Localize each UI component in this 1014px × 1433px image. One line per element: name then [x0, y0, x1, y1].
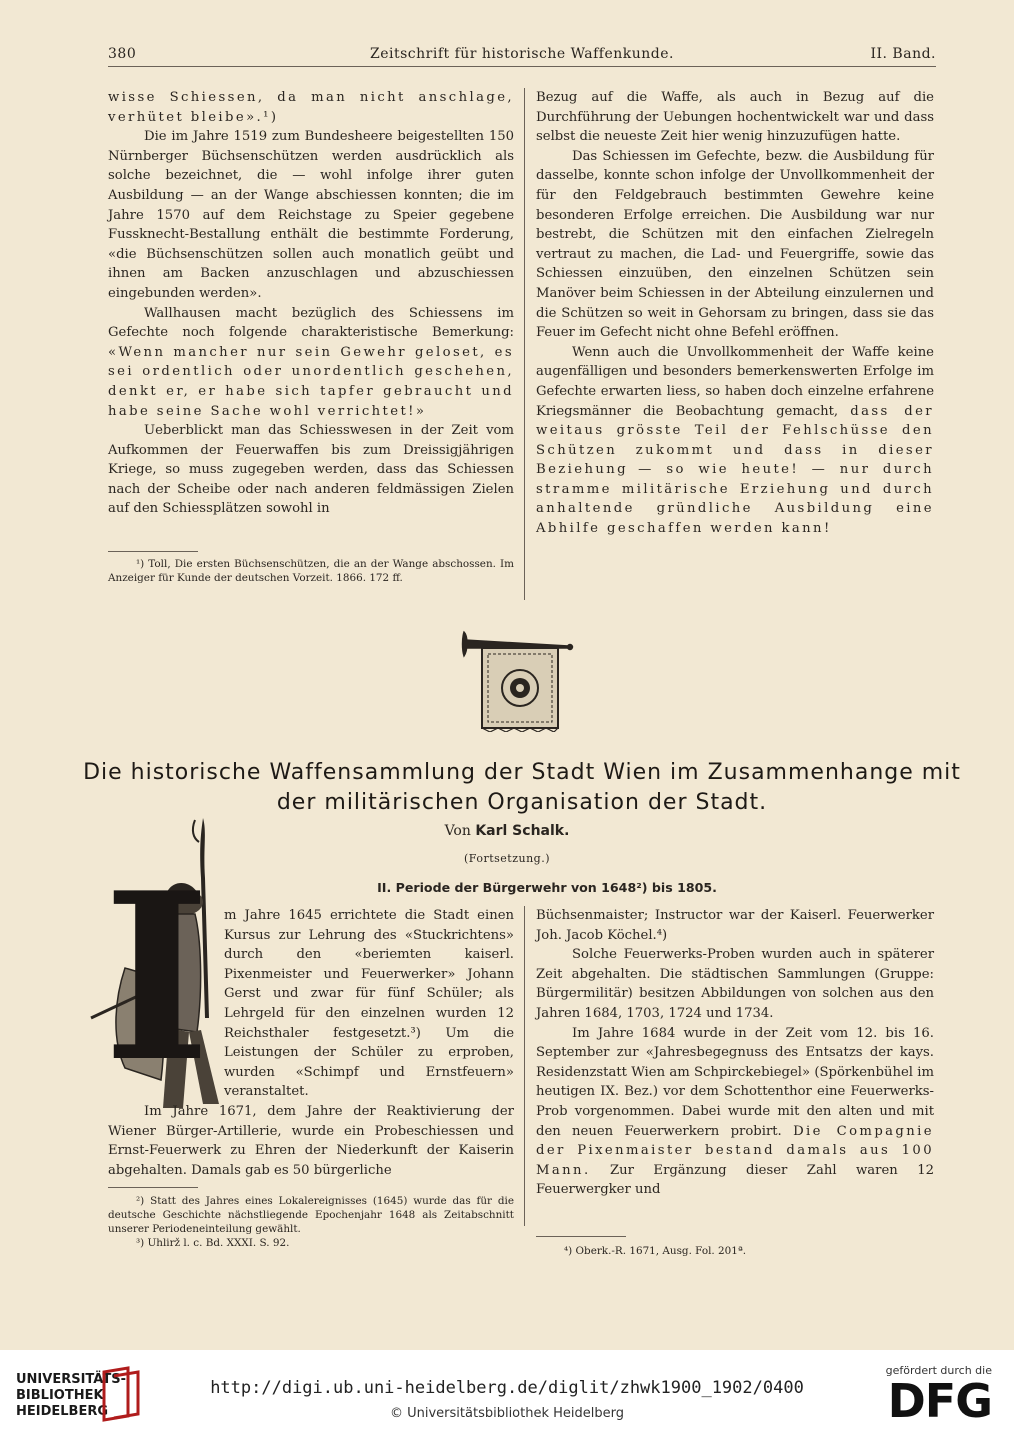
paragraph: Die im Jahre 1519 zum Bundesheere beigestellten 150 Nürnberger Büchsenschützen werden ausdrücklich als solche bezeichnet, die — wohl infolge ihrer guten Ausbildung — an der Wange abschiessen konnten; die im Jahre 1570 auf dem Reichstage zu Speier gegebene Fussknecht-Bestallung enthält die bestimmte Forderung, «die Büchsenschützen sollen auch monatlich geübt und ihnen am Backen anzuschlagen und abzuschiessen eingebunden werden».	[108, 129, 514, 301]
footnotes	[108, 1194, 514, 1250]
column-divider	[524, 88, 525, 600]
footnote-rule	[536, 1236, 626, 1237]
trumpet-banner-ornament	[458, 628, 576, 732]
paragraph	[108, 304, 514, 422]
spaced-text: Die Compagnie der Pixenmaister bestand damals aus 100 Mann.	[536, 1123, 934, 1178]
upper-right-column	[536, 88, 934, 539]
paragraph	[536, 1024, 934, 1200]
paragraph: wisse Schiessen, da man nicht anschlage, verhütet bleibe».¹)	[108, 90, 514, 125]
footnote	[536, 1244, 934, 1258]
paragraph-text: Wallhausen macht bezüglich des Schiessens im Gefechte noch folgende charakteristische Bemerkung:	[108, 305, 514, 341]
footnote-1: ¹) Toll, Die ersten Büchsenschützen, die an der Wange abschossen. Im Anzeiger für Kunde der deutschen Vorzeit. 1866. 172 ff.	[108, 558, 514, 584]
banner-icon	[482, 648, 558, 732]
paragraph-text: Wenn auch die Unvollkommenheit der Waffe keine augenfälligen und besonders bemerkenswerten Erfolge im Gefechte erwarten liess, so haben doch einzelne erfahrene Kriegsmänner die Beobachtung gemacht,	[536, 344, 934, 419]
paragraph: Im Jahre 1671, dem Jahre der Reaktivierung der Wiener Bürger-Artillerie, wurde ein Probeschiessen und Ernst-Feuerwerk zu Ehren der Niederkunft der Kaiserin abgehalten. Damals gab es 50 bürgerliche	[108, 1103, 514, 1178]
article-title: Die historische Waffensammlung der Stadt Wien im Zusammenhange mit der militärischen Organisation der Stadt.	[83, 760, 961, 815]
continuation-note: (Fortsetzung.)	[464, 852, 550, 865]
volume-label: II. Band.	[870, 46, 936, 62]
author-name: Karl Schalk.	[475, 823, 570, 839]
library-line: HEIDELBERG	[16, 1404, 109, 1419]
footnote-4: ⁴) Oberk.-R. 1671, Ausg. Fol. 201ª.	[564, 1245, 747, 1257]
footnote-2: ²) Statt des Jahres eines Lokalereignisses (1645) wurde das für die deutsche Geschichte nächstliegende Epochenjahr 1648 als Zeitabschnitt unserer Periodeneinteilung gewählt.	[108, 1195, 514, 1235]
page-number: 380	[108, 46, 137, 62]
footnote-rule	[108, 551, 198, 552]
paragraph: Bezug auf die Waffe, als auch in Bezug auf die Durchführung der Uebungen hochentwickelt war und dass selbst die neueste Zeit hier wenig hinzuzufügen hatte.	[536, 90, 934, 145]
column-divider	[524, 906, 525, 1226]
paragraph: Büchsenmaister; Instructor war der Kaiserl. Feuerwerker Joh. Jacob Köchel.⁴)	[536, 908, 934, 943]
quote-text: «Wenn mancher nur sein Gewehr geloset, es sei ordentlich oder unordentlich geschehen, denkt er, er habe sich tapfer gebraucht und habe seine Sache wohl verrichtet!»	[108, 344, 514, 419]
library-line: BIBLIOTHEK	[16, 1388, 104, 1403]
footnote	[108, 557, 514, 585]
paragraph: Das Schiessen im Gefechte, bezw. die Ausbildung für dasselbe, konnte schon infolge der Unvollkommenheit der für den Feldgebrauch bestimmten Gewehre keine besonderen Erfolge erreichen. Die Ausbildung war nur bestrebt, die Schützen mit den einfachen Zielregeln vertraut zu machen, die Lad- und Feuergriffe, sowie das Schiessen einzuüben, den einzelnen Schützen sein Manöver beim Schiessen in der Abteilung einzulernen und die Schützen so weit in Gehorsam zu bringen, dass sie das Feuer im Gefecht nicht ohne Befehl eröffnen.	[536, 148, 934, 341]
spaced-text: — so wie heute! — nur durch stramme militärische Erziehung und durch anhaltende gründliche Ausbildung eine Abhilfe geschaffen werden kann!	[536, 462, 934, 537]
lower-left-column	[108, 906, 514, 1180]
running-title: Zeitschrift für historische Waffenkunde.	[369, 46, 674, 62]
copyright-notice: © Universitätsbibliothek Heidelberg	[389, 1406, 624, 1421]
running-header	[108, 44, 936, 67]
paragraph	[536, 343, 934, 539]
dfg-logo: DFG	[887, 1374, 992, 1428]
sponsor-label: gefördert durch die	[885, 1364, 992, 1377]
footnote-rule	[108, 1187, 198, 1188]
initial-letter: I	[103, 843, 211, 1110]
digitization-footer	[0, 1350, 1014, 1433]
lower-right-column	[536, 906, 934, 1200]
paragraph-text: Zur Ergänzung dieser Zahl waren 12 Feuerwergker und	[536, 1162, 934, 1198]
paragraph: m Jahre 1645 errichtete die Stadt einen Kursus zur Lehrung des «Stuckrichtens» durch den «beriemten kaiserl. Pixenmeister und Feuerwerker» Johann Gerst und zwar für fünf Schüler; als Lehrgeld für den einzelnen wurden 12 Reichsthaler festgesetzt.³) Um die Leistungen der Schüler zu erproben, wurden «Schimpf und Ernstfeuern» veranstaltet.	[224, 908, 514, 1100]
footnote-3: ³) Uhlirž l. c. Bd. XXXI. S. 92.	[136, 1237, 290, 1249]
library-line: UNIVERSITÄTS-	[16, 1372, 126, 1387]
paragraph-text: Im Jahre 1684 wurde in der Zeit vom 12. bis 16. September zur «Jahresbegegnuss des Entsatzs der kays. Residenzstatt Wien am Schpirckebiegel» (Spörkenbühel im heutigen IX. Bez.) vor dem Schottenthor eine Feuerwerks-Prob vorgenommen. Dabei wurde mit den alten und mit den neuen Feuerwerkern probirt.	[536, 1025, 934, 1139]
upper-left-column	[108, 88, 514, 519]
section-heading: II. Periode der Bürgerwehr von 1648²) bis 1805.	[377, 880, 717, 895]
paragraph: Solche Feuerwerks-Proben wurden auch in späterer Zeit abgehalten. Die städtischen Sammlungen (Gruppe: Bürgermilitär) besitzen Abbildungen von solchen aus den Jahren 1684, 1703, 1724 und 1734.	[536, 947, 934, 1021]
paragraph: Ueberblickt man das Schiesswesen in der Zeit vom Aufkommen der Feuerwaffen bis zum Dreissigjährigen Kriege, so muss zugegeben werden, dass das Schiessen nach der Scheibe oder nach anderen feldmässigen Zielen auf den Schiessplätzen sowohl in	[108, 423, 514, 517]
spaced-text: dass der weitaus grösste Teil der Fehlschüsse den Schützen zukommt und dass in dieser Beziehung	[536, 403, 934, 478]
byline-prefix: Von	[444, 823, 471, 839]
permalink-url[interactable]: http://digi.ub.uni-heidelberg.de/diglit/zhwk1900_1902/0400	[210, 1378, 804, 1398]
